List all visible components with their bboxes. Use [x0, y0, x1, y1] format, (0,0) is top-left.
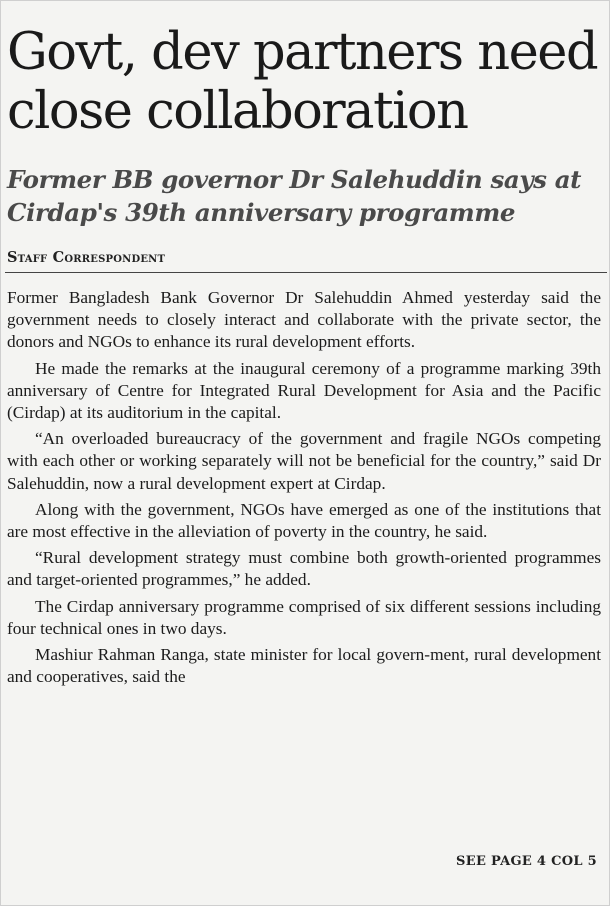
paragraph-3: “An overloaded bureaucracy of the government and fragile NGOs competing with each other or working separately will not be beneficial for the country,” said Dr Salehuddin, now a rural development expert at Cirdap. — [7, 429, 601, 493]
paragraph-1: Former Bangladesh Bank Governor Dr Salehuddin Ahmed yesterday said the government needs to closely interact and collaborate with the private sector, the donors and NGOs to enhance its rural development efforts. — [7, 288, 601, 352]
byline: Staff Correspondent — [7, 249, 166, 266]
continuation-jump-line: SEE PAGE 4 COL 5 — [456, 854, 597, 869]
paragraph-4: Along with the government, NGOs have emerged as one of the institutions that are most effective in the alleviation of poverty in the country, he said. — [7, 499, 601, 542]
paragraph-6: The Cirdap anniversary programme comprised of six different sessions including four technical ones in two days. — [7, 596, 601, 638]
headline: Govt, dev partners need close collaboration — [7, 23, 598, 141]
subheadline: Former BB governor Dr Salehuddin says at Cirdap's 39th anniversary programme — [7, 165, 582, 227]
byline-divider — [5, 272, 607, 273]
paragraph-5: “Rural development strategy must combine both growth-oriented programmes and target-oriented programmes,” he added. — [7, 548, 601, 590]
paragraph-2: He made the remarks at the inaugural ceremony of a programme marking 39th anniversary of Centre for Integrated Rural Development for Asia and the Pacific (Cirdap) at its auditorium in the capital. — [7, 358, 601, 423]
paragraph-7: Mashiur Rahman Ranga, state minister for local govern-ment, rural development and cooperatives, said the — [7, 645, 601, 687]
article-body — [7, 287, 601, 692]
